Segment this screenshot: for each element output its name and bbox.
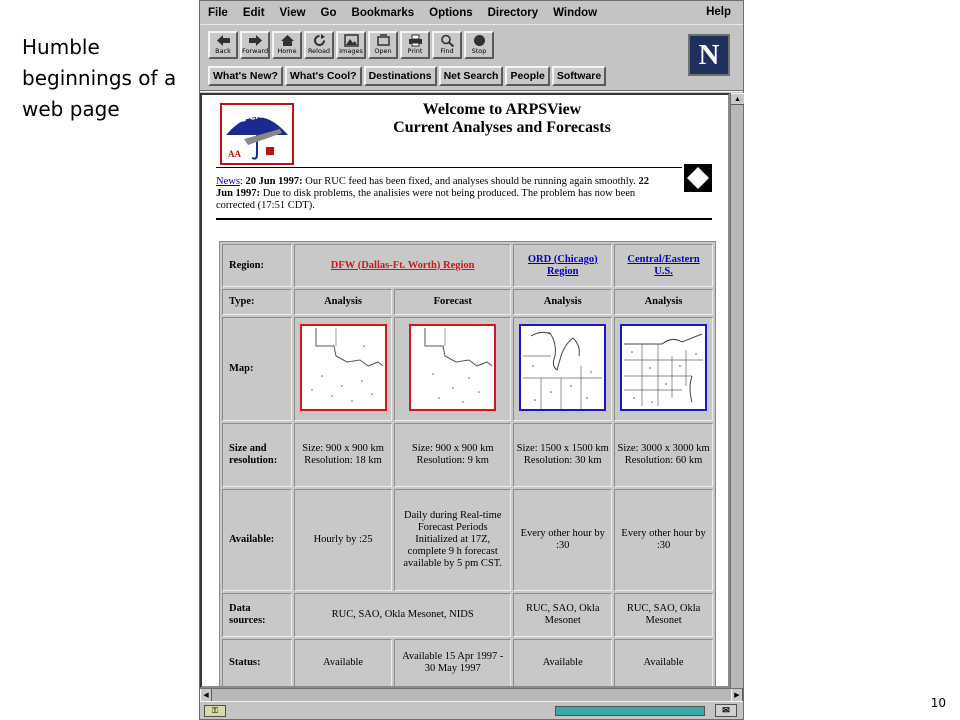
navigation-diamond-icon[interactable] xyxy=(684,164,712,192)
menu-file[interactable]: File xyxy=(208,6,228,19)
table-row xyxy=(222,639,713,687)
page-content[interactable] xyxy=(200,93,730,688)
slide-caption: Humble beginnings of a web page xyxy=(22,35,177,121)
menu-bookmarks[interactable]: Bookmarks xyxy=(351,6,415,19)
software-button[interactable]: Software xyxy=(552,66,606,86)
map-cell xyxy=(513,317,612,421)
sources-cell: RUC, SAO, Okla Mesonet, NIDS xyxy=(294,593,511,637)
table-row xyxy=(222,423,713,487)
row-label-available: Available: xyxy=(222,489,292,591)
back-button[interactable] xyxy=(208,31,238,59)
back-arrow-icon xyxy=(216,34,231,47)
row-label-sources: Data sources: xyxy=(222,593,292,637)
sources-cell: RUC, SAO, Okla Mesonet xyxy=(614,593,713,637)
find-icon xyxy=(440,34,455,47)
slide-page-number: 10 xyxy=(930,696,946,710)
size-cell: Size: 3000 x 3000 km Resolution: 60 km xyxy=(614,423,713,487)
available-cell: Every other hour by :30 xyxy=(614,489,713,591)
images-label: Images xyxy=(339,47,363,55)
oklahoma-map-image xyxy=(411,326,494,409)
scroll-left-icon[interactable]: ◀ xyxy=(200,689,212,701)
row-label-size: Size and resolution: xyxy=(222,423,292,487)
table-row xyxy=(222,317,713,421)
table-row xyxy=(222,289,713,315)
size-cell: Size: 1500 x 1500 km Resolution: 30 km xyxy=(513,423,612,487)
status-bar xyxy=(200,701,743,719)
oklahoma-map-image xyxy=(302,326,385,409)
print-button[interactable] xyxy=(400,31,430,59)
forward-arrow-icon xyxy=(248,34,263,47)
page-title-line2: Current Analyses and Forecasts xyxy=(393,119,611,136)
news-text-2: Due to disk problems, the analisies were not being produced. The problem has now been corrected (17:51 CDT). xyxy=(216,188,636,211)
home-label: Home xyxy=(277,47,297,55)
menu-directory[interactable]: Directory xyxy=(487,6,539,19)
destinations-button[interactable]: Destinations xyxy=(364,66,437,86)
row-label-map: Map: xyxy=(222,317,292,421)
size-cell: Size: 900 x 900 km Resolution: 18 km xyxy=(294,423,392,487)
menu-bar xyxy=(200,1,743,25)
status-cell: Available xyxy=(513,639,612,687)
menu-help[interactable]: Help xyxy=(706,6,731,18)
table-row xyxy=(222,489,713,591)
images-button[interactable] xyxy=(336,31,366,59)
whats-cool-button[interactable]: What's Cool? xyxy=(285,66,362,86)
divider-bottom xyxy=(216,218,712,220)
print-icon xyxy=(408,34,423,47)
hub-caps-logo[interactable] xyxy=(220,103,294,165)
back-label: Back xyxy=(215,47,231,55)
divider-top xyxy=(216,167,682,168)
table-row xyxy=(222,244,713,287)
row-label-type: Type: xyxy=(222,289,292,315)
region-cell-dfw xyxy=(294,244,511,287)
page-title-line1: Welcome to ARPSView xyxy=(422,101,582,118)
netscape-logo[interactable] xyxy=(688,34,730,76)
region-link-central-eastern[interactable]: Central/Eastern U.S. xyxy=(627,253,700,277)
horizontal-scrollbar[interactable] xyxy=(200,688,743,701)
menu-options[interactable]: Options xyxy=(429,6,473,19)
reload-label: Reload xyxy=(307,47,331,55)
news-date-1: 20 Jun 1997: xyxy=(245,176,303,187)
mail-icon[interactable]: ✉ xyxy=(715,704,737,717)
stop-icon xyxy=(472,34,487,47)
map-cell xyxy=(394,317,511,421)
forward-label: Forward xyxy=(241,47,269,55)
eastern-us-map-image xyxy=(622,326,705,409)
central-eastern-map-thumbnail[interactable] xyxy=(620,324,707,411)
row-label-region: Region: xyxy=(222,244,292,287)
menu-go[interactable]: Go xyxy=(320,6,337,19)
find-label: Find xyxy=(440,47,454,55)
news-date-2: 22 Jun 1997: xyxy=(216,176,649,199)
scroll-right-icon[interactable]: ▶ xyxy=(731,689,743,701)
dfw-analysis-map-thumbnail[interactable] xyxy=(300,324,387,411)
type-cell: Analysis xyxy=(513,289,612,315)
net-search-button[interactable]: Net Search xyxy=(439,66,504,86)
news-link[interactable]: News xyxy=(216,176,240,187)
stop-button[interactable] xyxy=(464,31,494,59)
type-cell: Analysis xyxy=(614,289,713,315)
type-cell: Forecast xyxy=(394,289,511,315)
page-title xyxy=(332,101,672,137)
status-cell: Available xyxy=(614,639,713,687)
navigation-toolbar xyxy=(208,31,496,59)
news-text-1: Our RUC feed has been fixed, and analyses should be running again smoothly. xyxy=(302,176,639,187)
region-cell-ord xyxy=(513,244,612,287)
print-label: Print xyxy=(407,47,423,55)
vertical-scrollbar[interactable] xyxy=(730,93,743,688)
menu-window[interactable]: Window xyxy=(553,6,598,19)
region-cell-central xyxy=(614,244,713,287)
people-button[interactable]: People xyxy=(505,66,549,86)
available-cell: Daily during Real-time Forecast Periods Initialized at 17Z, complete 9 h forecast available by 5 pm CST. xyxy=(394,489,511,591)
status-cell: Available 15 Apr 1997 - 30 May 1997 xyxy=(394,639,511,687)
reload-icon xyxy=(312,34,327,47)
ord-analysis-map-thumbnail[interactable] xyxy=(519,324,606,411)
region-link-ord[interactable]: ORD (Chicago) Region xyxy=(527,253,598,277)
stop-label: Stop xyxy=(471,47,487,55)
size-cell: Size: 900 x 900 km Resolution: 9 km xyxy=(394,423,511,487)
toolbar-separator xyxy=(200,90,743,92)
reload-button[interactable] xyxy=(304,31,334,59)
forecast-table xyxy=(219,241,716,688)
find-button[interactable] xyxy=(432,31,462,59)
available-cell: Every other hour by :30 xyxy=(513,489,612,591)
progress-bar xyxy=(555,706,705,716)
menu-view[interactable]: View xyxy=(279,6,306,19)
hub-caps-logo-text: Hub-CAPS xyxy=(227,108,274,127)
map-cell xyxy=(294,317,392,421)
great-lakes-map-image xyxy=(521,326,604,409)
scroll-up-icon[interactable]: ▲ xyxy=(731,93,744,105)
directory-toolbar xyxy=(208,66,608,86)
images-icon xyxy=(344,34,359,47)
forward-button[interactable] xyxy=(240,31,270,59)
region-link-dfw[interactable]: DFW (Dallas-Ft. Worth) Region xyxy=(330,259,475,271)
status-cell: Available xyxy=(294,639,392,687)
row-label-status: Status: xyxy=(222,639,292,687)
browser-window xyxy=(199,0,744,720)
netscape-logo-letter: N xyxy=(698,38,720,71)
news-paragraph: News: 20 Jun 1997: Our RUC feed has been fixed, and analyses should be running again smoothly. 22 Jun 1997: Due to disk problems, the analisies were not being produced. The problem has now been corrected (17:51 CDT). xyxy=(216,176,649,211)
airline-logo-text: AA xyxy=(228,149,241,159)
sources-cell: RUC, SAO, Okla Mesonet xyxy=(513,593,612,637)
table-row xyxy=(222,593,713,637)
open-button[interactable] xyxy=(368,31,398,59)
available-cell: Hourly by :25 xyxy=(294,489,392,591)
home-button[interactable] xyxy=(272,31,302,59)
security-key-icon[interactable]: ⚿ xyxy=(204,705,226,717)
dfw-forecast-map-thumbnail[interactable] xyxy=(409,324,496,411)
map-cell xyxy=(614,317,713,421)
open-icon xyxy=(376,34,391,47)
whats-new-button[interactable]: What's New? xyxy=(208,66,283,86)
menu-edit[interactable]: Edit xyxy=(242,6,265,19)
type-cell: Analysis xyxy=(294,289,392,315)
home-icon xyxy=(280,34,295,47)
open-label: Open xyxy=(374,47,392,55)
